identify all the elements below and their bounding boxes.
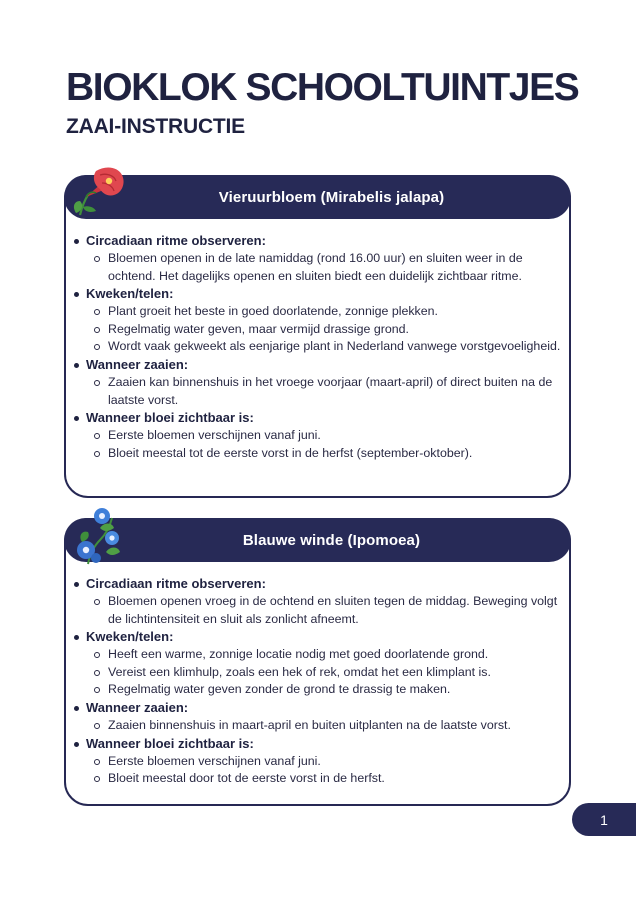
section-heading: Wanneer zaaien: [72, 699, 565, 717]
card-title: Vieruurbloem (Mirabelis jalapa) [218, 188, 445, 206]
section-heading: Wanneer zaaien: [72, 356, 565, 374]
list-item: Bloeit meestal tot de eerste vorst in de herfst (september-oktober). [108, 445, 565, 463]
list-item: Eerste bloemen verschijnen vanaf juni. [108, 753, 565, 771]
section-heading: Wanneer bloei zichtbaar is: [72, 409, 565, 427]
card-header [64, 175, 571, 219]
list-item: Bloemen openen vroeg in de ochtend en sluiten tegen de middag. Beweging volgt de lichtintensiteit en sluit als zonlicht afneemt. [108, 593, 565, 628]
red-flower-icon [66, 163, 128, 221]
list-item: Regelmatig water geven zonder de grond te drassig te maken. [108, 681, 565, 699]
card-title: Blauwe winde (Ipomoea) [242, 531, 421, 549]
plant-card-blauwe-winde [64, 518, 571, 806]
section-circadiaan [72, 575, 565, 628]
section-heading: Wanneer bloei zichtbaar is: [72, 735, 565, 753]
plant-card-vieruurbloem [64, 175, 571, 498]
section-kweken [72, 285, 565, 356]
section-kweken [72, 628, 565, 699]
section-bloei [72, 409, 565, 462]
list-item: Bloemen openen in de late namiddag (rond 16.00 uur) en sluiten weer in de ochtend. Het dagelijks openen en sluiten biedt een duidelijk zichtbaar ritme. [108, 250, 565, 285]
section-heading: Circadiaan ritme observeren: [72, 232, 565, 250]
section-bloei [72, 735, 565, 788]
list-item: Vereist een klimhulp, zoals een hek of rek, omdat het een klimplant is. [108, 664, 565, 682]
page-number: 1 [600, 811, 608, 828]
blue-flower-icon [70, 506, 126, 566]
list-item: Plant groeit het beste in goed doorlatende, zonnige plekken. [108, 303, 565, 321]
section-circadiaan [72, 232, 565, 285]
list-item: Zaaien kan binnenshuis in het vroege voorjaar (maart-april) of direct buiten na de laatste vorst. [108, 374, 565, 409]
card-content [66, 219, 569, 462]
list-item: Zaaien binnenshuis in maart-april en buiten uitplanten na de laatste vorst. [108, 717, 565, 735]
page-subtitle: ZAAI-INSTRUCTIE [66, 115, 245, 138]
card-header [64, 518, 571, 562]
section-zaaien [72, 356, 565, 409]
list-item: Regelmatig water geven, maar vermijd drassige grond. [108, 321, 565, 339]
list-item: Bloeit meestal door tot de eerste vorst in de herfst. [108, 770, 565, 788]
section-heading: Kweken/telen: [72, 628, 565, 646]
section-zaaien [72, 699, 565, 735]
card-content [66, 562, 569, 788]
page-number-badge [572, 803, 636, 836]
page-title: BIOKLOK SCHOOLTUINTJES [66, 66, 579, 109]
list-item: Eerste bloemen verschijnen vanaf juni. [108, 427, 565, 445]
section-heading: Kweken/telen: [72, 285, 565, 303]
list-item: Heeft een warme, zonnige locatie nodig met goed doorlatende grond. [108, 646, 565, 664]
section-heading: Circadiaan ritme observeren: [72, 575, 565, 593]
list-item: Wordt vaak gekweekt als eenjarige plant in Nederland vanwege vorstgevoeligheid. [108, 338, 565, 356]
